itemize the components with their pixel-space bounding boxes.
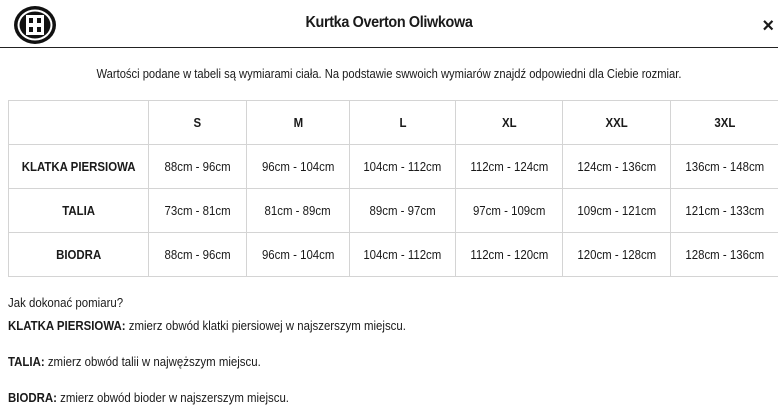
header-corner xyxy=(9,101,149,145)
guide-term: TALIA: xyxy=(8,354,45,369)
table-cell xyxy=(456,145,563,189)
cell-value: 121cm - 133cm xyxy=(685,203,764,218)
cell-value: 104cm - 112cm xyxy=(363,159,442,174)
cell-value: 109cm - 121cm xyxy=(577,203,656,218)
size-header xyxy=(563,101,671,145)
table-row xyxy=(9,233,778,277)
table-row xyxy=(9,145,778,189)
guide-item-hips xyxy=(8,390,289,405)
table-row xyxy=(9,189,778,233)
row-label-text: KLATKA PIERSIOWA xyxy=(21,159,136,174)
row-label-text: TALIA xyxy=(62,203,95,218)
table-cell xyxy=(671,233,778,277)
table-cell xyxy=(247,189,350,233)
cell-value: 124cm - 136cm xyxy=(577,159,656,174)
guide-item-chest xyxy=(8,318,406,333)
size-header-label: L xyxy=(398,115,406,130)
table-cell xyxy=(149,145,247,189)
cell-value: 96cm - 104cm xyxy=(261,247,335,262)
guide-text: zmierz obwód bioder w najszerszym miejscu. xyxy=(56,390,289,405)
size-header xyxy=(671,101,778,145)
close-icon[interactable]: × xyxy=(762,15,774,37)
cell-value: 112cm - 120cm xyxy=(469,247,548,262)
modal-title: Kurtka Overton Oliwkowa xyxy=(305,14,473,31)
cell-value: 97cm - 109cm xyxy=(472,203,546,218)
guide-question: Jak dokonać pomiaru? xyxy=(8,295,124,310)
size-header-label: 3XL xyxy=(714,115,735,130)
cell-value: 112cm - 124cm xyxy=(469,159,548,174)
table-cell xyxy=(247,233,350,277)
table-cell xyxy=(149,189,247,233)
guide-text: zmierz obwód talii w najwęższym miejscu. xyxy=(44,354,261,369)
cell-value: 89cm - 97cm xyxy=(369,203,436,218)
guide-term: KLATKA PIERSIOWA: xyxy=(8,318,126,333)
table-cell xyxy=(671,145,778,189)
table-cell xyxy=(350,189,456,233)
row-label xyxy=(9,189,149,233)
table-cell xyxy=(247,145,350,189)
guide-item-waist xyxy=(8,354,261,369)
cell-value: 120cm - 128cm xyxy=(577,247,656,262)
guide-text: zmierz obwód klatki piersiowej w najszerszym miejscu. xyxy=(125,318,406,333)
size-header xyxy=(149,101,247,145)
cell-value: 88cm - 96cm xyxy=(164,159,231,174)
size-header-label: M xyxy=(293,115,303,130)
row-label xyxy=(9,233,149,277)
size-header xyxy=(456,101,563,145)
table-cell xyxy=(350,145,456,189)
cell-value: 136cm - 148cm xyxy=(685,159,764,174)
size-header xyxy=(247,101,350,145)
table-cell xyxy=(563,189,671,233)
table-cell xyxy=(456,189,563,233)
table-cell xyxy=(456,233,563,277)
cell-value: 81cm - 89cm xyxy=(264,203,332,218)
table-cell xyxy=(563,233,671,277)
row-label-text: BIODRA xyxy=(55,247,102,262)
row-label xyxy=(9,145,149,189)
modal-header xyxy=(0,0,778,48)
table-cell xyxy=(563,145,671,189)
cell-value: 88cm - 96cm xyxy=(164,247,231,262)
table-header-row xyxy=(9,101,778,145)
size-header-label: XXL xyxy=(605,115,628,130)
size-header-label: XL xyxy=(501,115,517,130)
table-cell xyxy=(671,189,778,233)
table-cell xyxy=(350,233,456,277)
table-cell xyxy=(149,233,247,277)
intro-text: Wartości podane w tabeli są wymiarami ciała. Na podstawie swwoich wymiarów znajdź odpowiedni dla Ciebie rozmiar. xyxy=(96,66,682,81)
guide-term: BIODRA: xyxy=(8,390,57,405)
size-header xyxy=(350,101,456,145)
size-header-label: S xyxy=(193,115,202,130)
cell-value: 128cm - 136cm xyxy=(685,247,764,262)
cell-value: 73cm - 81cm xyxy=(164,203,231,218)
cell-value: 96cm - 104cm xyxy=(261,159,335,174)
cell-value: 104cm - 112cm xyxy=(363,247,442,262)
size-table xyxy=(8,100,778,277)
